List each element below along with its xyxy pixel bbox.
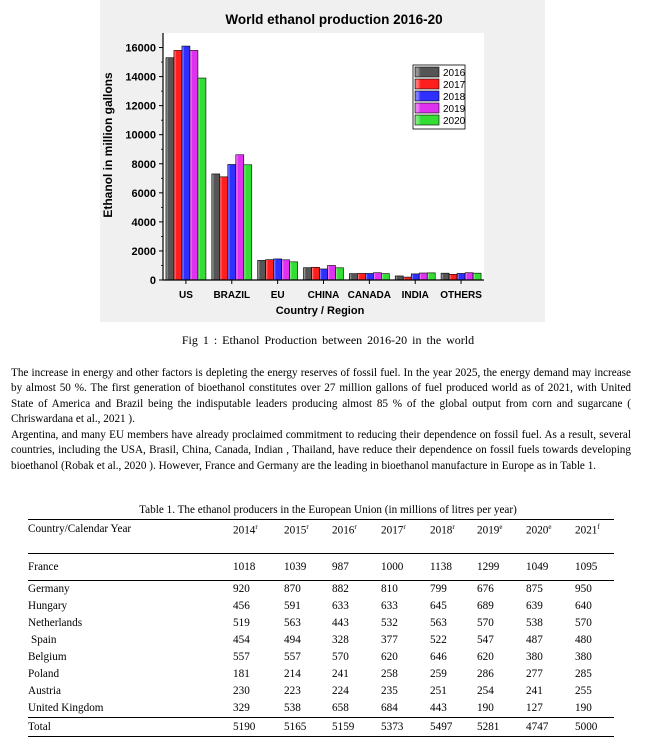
table-header-row [28,520,614,554]
table-row [28,683,614,700]
country-cell: Netherlands [28,617,83,629]
header-year [477,520,526,554]
value-cell: 522 [430,634,447,646]
value-cell: 689 [477,600,494,612]
header-label: 2014 [233,524,256,537]
legend-label: 2018 [443,92,466,103]
y-tick-label: 14000 [125,71,156,84]
value-cell: 563 [284,617,301,629]
value-cell: 214 [284,668,301,680]
bar-highlight [466,273,470,279]
total-cell: 4747 [526,718,575,737]
legend-swatch-highlight [416,92,427,101]
paragraph-eu-commitment: Argentina, and many EU members have already proclaimed commitment to reducing their dependence on fossil fuel. As a result, several countries, including the USA, Brasil, China, Canada, Indian , Thailand, have reduce their dependence on fossil fuels towards developing bioethanol (Robak et al., 2020 ). However, France and Germany are the leading in bioethanol manufacture in Europe as in Table 1. [11,429,631,472]
table-row [28,554,614,578]
value-cell: 223 [284,685,301,697]
x-tick-label: CHINA [307,290,340,301]
y-tick-label: 16000 [125,42,156,55]
value-cell: 538 [284,702,301,714]
value-cell: 380 [526,651,543,663]
bar-highlight [396,276,400,279]
value-cell: 1049 [526,560,549,573]
header-year [332,520,381,554]
value-cell: 494 [284,634,301,646]
table-row [28,666,614,683]
y-axis-label: Ethanol in million gallons [101,72,115,218]
value-cell: 241 [526,685,543,697]
chart-title: World ethanol production 2016-20 [225,12,443,27]
value-cell: 870 [284,583,301,595]
bar-highlight [190,51,194,280]
header-label: 2016 [332,524,355,537]
country-cell: Belgium [28,651,67,663]
value-cell: 230 [233,685,250,697]
header-label: 2015 [284,524,307,537]
header-label: 2020 [526,524,549,537]
value-cell: 241 [332,668,349,680]
header-year [381,520,430,554]
value-cell: 538 [526,617,543,629]
value-cell: 799 [430,583,447,595]
legend-swatch-highlight [416,80,427,89]
value-cell: 480 [575,634,592,646]
header-year [233,520,284,554]
y-tick-label: 8000 [131,158,156,171]
header-note-marker: r [452,523,455,531]
y-tick-label: 6000 [131,187,156,200]
x-tick-label: EU [270,290,285,301]
value-cell: 380 [575,651,592,663]
table-row [28,700,614,718]
value-cell: 329 [233,702,250,714]
value-cell: 254 [477,685,494,697]
total-cell: 5373 [381,718,430,737]
producers-table [28,519,614,737]
value-cell: 633 [332,600,349,612]
value-cell: 640 [575,600,592,612]
value-cell: 1095 [575,560,598,573]
header-note-marker: e [499,523,503,531]
x-tick-label: US [178,290,193,301]
legend-label: 2016 [443,68,466,79]
total-cell: 5159 [332,718,381,737]
value-cell: 557 [284,651,301,663]
value-cell: 646 [430,651,447,663]
table-row [28,598,614,615]
total-label: Total [28,718,233,737]
value-cell: 190 [575,702,592,714]
country-cell: Spain [31,634,57,646]
value-cell: 547 [477,634,494,646]
value-cell: 676 [477,583,494,595]
bar-highlight [366,274,370,280]
value-cell: 563 [430,617,447,629]
bar-highlight [474,274,478,280]
value-cell: 620 [381,651,398,663]
value-cell: 235 [381,685,398,697]
value-cell: 882 [332,583,349,595]
value-cell: 224 [332,685,349,697]
figure-caption: Fig 1 : Ethanol Production between 2016-20 in the world [181,333,475,347]
paragraph-energy-demand: The increase in energy and other factors is depleting the energy reserves of fossil fuel. In the year 2025, the energy demand may increase by almost 50 %. The first generation of bioethanol constitutes over 27 million gallons of fuel produced world as of 2021, with United State of America and Brazil being the indisputable leaders producing almost 85 % of the global output from corn and sugarcane ( Chriswardana et al., 2021 ). [11,367,631,426]
country-cell: Hungary [28,600,68,612]
header-label: 2021 [575,524,598,537]
value-cell: 987 [332,560,349,573]
header-label: 2017 [381,524,404,537]
country-cell: Germany [28,583,70,595]
bar-highlight [166,58,170,279]
y-tick-label: 10000 [125,129,156,142]
header-label: Country/Calendar Year [28,523,132,535]
value-cell: 1000 [381,560,404,573]
bar-highlight [428,273,432,279]
value-cell: 259 [430,668,447,680]
x-axis-label: Country / Region [275,305,365,317]
value-cell: 255 [575,685,592,697]
bar-highlight [236,155,240,279]
header-label: 2019 [477,524,500,537]
country-cell: Poland [28,668,60,680]
header-year [526,520,575,554]
header-note-marker: r [403,523,406,531]
table-row [28,615,614,632]
value-cell: 190 [477,702,494,714]
legend-label: 2020 [443,116,466,127]
bar-highlight [212,174,216,279]
header-note-marker: f [597,523,600,531]
value-cell: 285 [575,668,592,680]
header-note-marker: r [255,523,258,531]
bar-highlight [266,260,270,279]
value-cell: 810 [381,583,398,595]
value-cell: 487 [526,634,543,646]
x-tick-label: BRAZIL [213,290,251,301]
bar-highlight [336,268,340,279]
table-row [28,581,614,599]
country-cell: United Kingdom [28,702,104,714]
bar-highlight [282,260,286,279]
value-cell: 1138 [430,560,452,573]
value-cell: 251 [430,685,447,697]
country-cell: France [28,560,59,573]
value-cell: 328 [332,634,349,646]
bar-highlight [458,274,462,280]
value-cell: 456 [233,600,250,612]
bar-highlight [290,262,294,279]
value-cell: 684 [381,702,398,714]
value-cell: 620 [477,651,494,663]
total-cell: 5000 [575,718,614,737]
value-cell: 557 [233,651,250,663]
value-cell: 277 [526,668,543,680]
value-cell: 633 [381,600,398,612]
bar-highlight [312,268,316,280]
y-tick-label: 0 [149,275,156,287]
bar-highlight [450,275,454,280]
value-cell: 570 [575,617,592,629]
value-cell: 443 [332,617,349,629]
chart-legend [413,65,466,129]
value-cell: 1039 [284,560,307,573]
header-label: 2018 [430,524,453,537]
total-cell: 5497 [430,718,477,737]
bar-highlight [182,47,186,280]
value-cell: 950 [575,583,592,595]
value-cell: 1018 [233,560,256,573]
legend-swatch-highlight [416,116,427,125]
table-row [28,649,614,666]
value-cell: 127 [526,702,543,714]
bar-highlight [228,165,232,280]
table-total-row [28,718,614,737]
bar-chart-svg [100,0,545,322]
value-cell: 658 [332,702,349,714]
value-cell: 519 [233,617,250,629]
bar-highlight [198,79,202,280]
ethanol-production-chart [100,0,545,322]
table-row [28,632,614,649]
value-cell: 591 [284,600,301,612]
value-cell: 1299 [477,560,500,573]
header-year [284,520,332,554]
y-tick-label: 12000 [125,100,156,113]
legend-label: 2017 [443,80,466,91]
value-cell: 920 [233,583,250,595]
bar-highlight [442,274,446,280]
table-body [28,554,614,737]
header-year [575,520,614,554]
value-cell: 286 [477,668,494,680]
header-country [28,520,233,554]
total-cell: 5190 [233,718,284,737]
bar-highlight [220,177,224,279]
header-year [430,520,477,554]
legend-swatch-highlight [416,104,427,113]
value-cell: 570 [332,651,349,663]
bar-highlight [174,51,178,280]
table-caption: Table 1. The ethanol producers in the European Union (in millions of litres per year) [139,504,517,516]
y-tick-label: 2000 [131,245,156,258]
bar-highlight [374,273,378,279]
legend-label: 2019 [443,104,466,115]
x-tick-label: OTHERS [440,290,482,301]
header-note-marker: e [548,523,552,531]
value-cell: 181 [233,668,250,680]
eu-ethanol-table [28,519,614,737]
value-cell: 532 [381,617,398,629]
value-cell: 645 [430,600,447,612]
bar-highlight [350,274,354,279]
total-cell: 5281 [477,718,526,737]
value-cell: 454 [233,634,250,646]
total-cell: 5165 [284,718,332,737]
bar-highlight [420,274,424,280]
bar-highlight [328,266,332,280]
value-cell: 639 [526,600,543,612]
bar-highlight [320,269,324,279]
bar-highlight [304,268,308,279]
x-tick-label: INDIA [401,290,429,301]
value-cell: 570 [477,617,494,629]
header-note-marker: r [306,523,309,531]
x-tick-label: CANADA [347,290,392,301]
bar-highlight [274,259,278,279]
value-cell: 443 [430,702,447,714]
bar-highlight [412,274,416,279]
value-cell: 875 [526,583,543,595]
bar-highlight [404,278,408,280]
value-cell: 377 [381,634,398,646]
bar-highlight [358,274,362,280]
bar-highlight [258,261,262,280]
country-cell: Austria [28,685,61,697]
bar-highlight [244,165,248,279]
value-cell: 258 [381,668,398,680]
bar-highlight [382,274,386,279]
legend-swatch-highlight [416,68,427,77]
header-note-marker: r [354,523,357,531]
y-tick-label: 4000 [131,216,156,229]
